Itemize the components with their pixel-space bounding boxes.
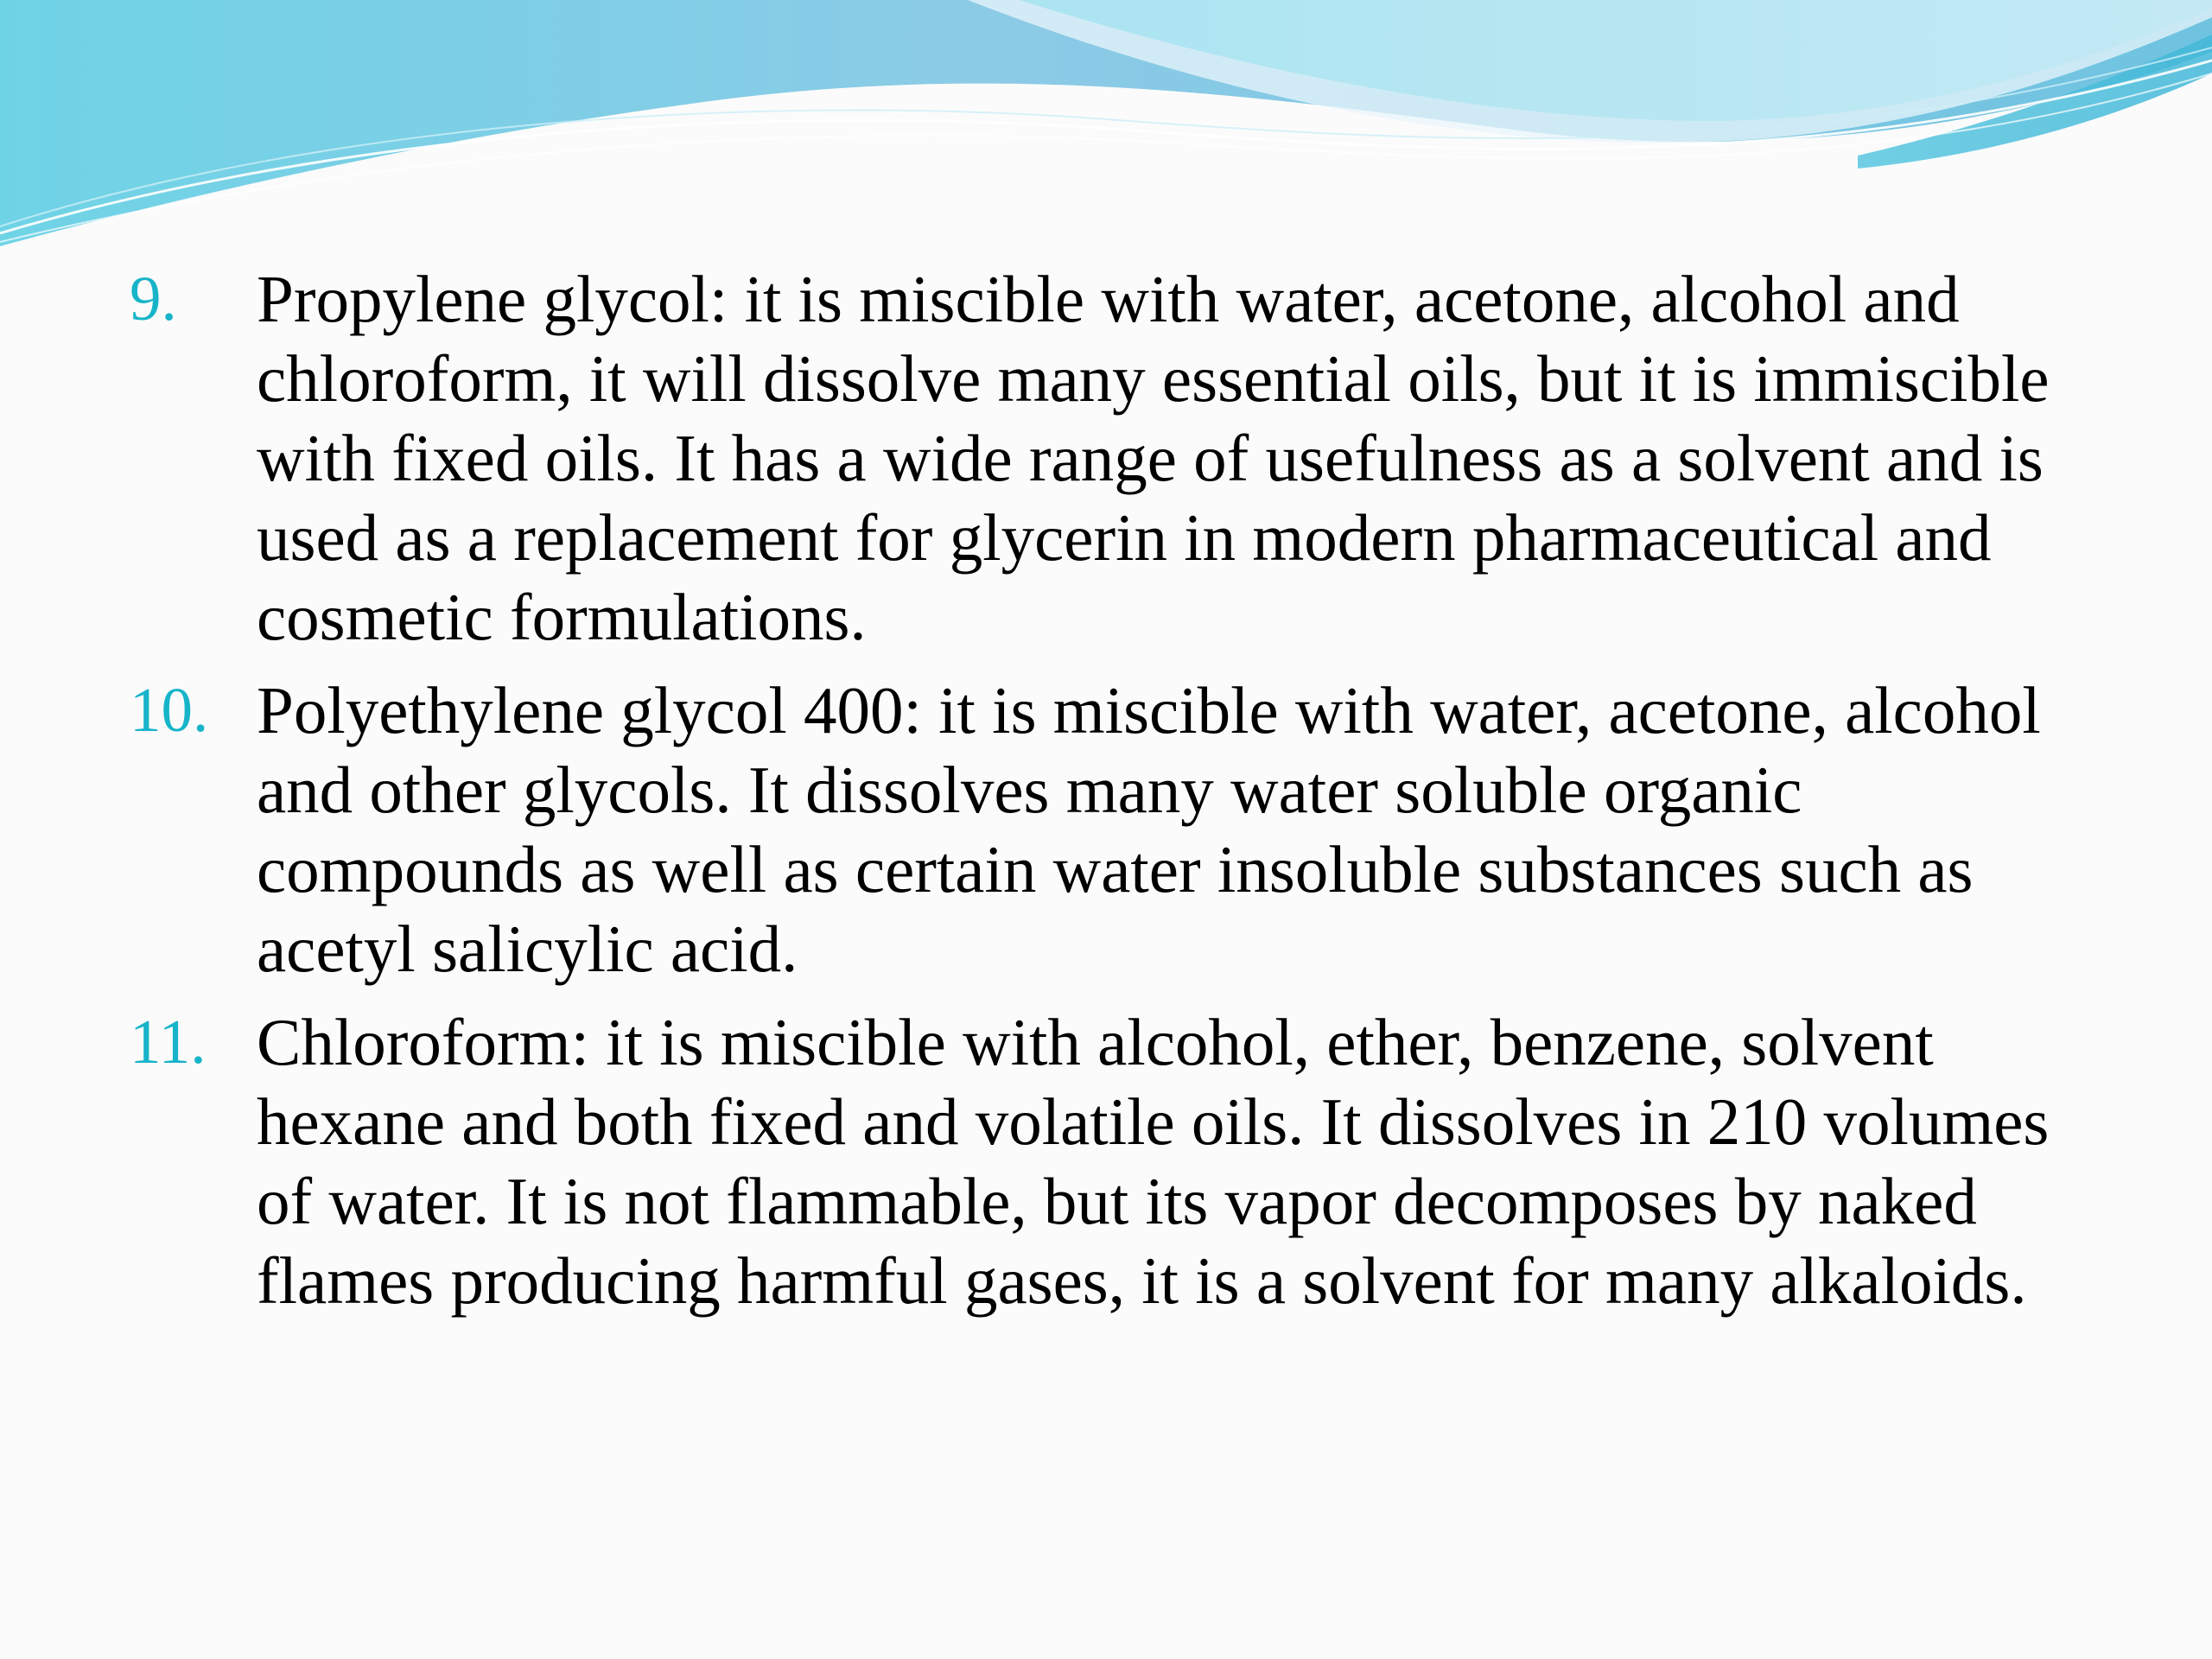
header-wave-decoration — [0, 0, 2212, 259]
list-item-number: 11. — [130, 1007, 207, 1077]
list-item-11 — [130, 1002, 2117, 1320]
list-item-text: Chloroform: it is miscible with alcohol, ether, benzene, solvent hexane and both fixed and volatile oils. It dissolves in 210 volumes of water. It is not flammable, but its vapor decomposes by naked flames producing harmful gases, it is a solvent for many alkaloids. — [257, 1005, 2050, 1318]
list-item-number: 10. — [130, 675, 209, 745]
list-item-text: Propylene glycol: it is miscible with water, acetone, alcohol and chloroform, it will dissolve many essential oils, but it is immiscible with fixed oils. It has a wide range of usefulness as a solvent and is used as a replacement for glycerin in modern pharmaceutical and cosmetic formulations. — [257, 262, 2050, 654]
list-item-number: 9. — [130, 264, 177, 334]
list-item-text: Polyethylene glycol 400: it is miscible with water, acetone, alcohol and other glycols. It dissolves many water soluble organic compounds as well as certain water insoluble substances such as acetyl salicylic acid. — [257, 673, 2041, 986]
list-item-9 — [130, 259, 2117, 657]
numbered-list — [130, 259, 2117, 1334]
list-item-10 — [130, 671, 2117, 988]
